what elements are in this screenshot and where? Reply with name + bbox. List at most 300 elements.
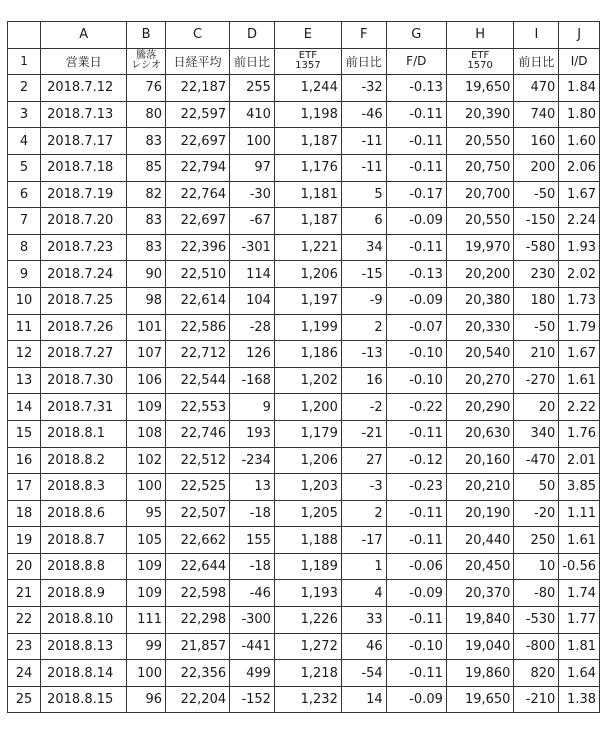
nikkei-change-cell[interactable]: 410 xyxy=(230,101,275,128)
trading-day-cell[interactable]: 2018.7.20 xyxy=(41,208,127,235)
column-header-c[interactable]: C xyxy=(165,22,229,49)
etf-1570-cell[interactable]: 20,550 xyxy=(446,128,514,155)
header-d-change[interactable]: 前日比 xyxy=(230,48,275,75)
header-nikkei-average[interactable]: 日経平均 xyxy=(165,48,229,75)
row-number-cell[interactable]: 12 xyxy=(8,341,41,368)
i-over-d-cell[interactable]: 1.60 xyxy=(559,128,600,155)
table-row xyxy=(8,580,600,607)
nikkei-average-cell[interactable]: 22,597 xyxy=(165,101,229,128)
etf-1570-change-cell[interactable]: -270 xyxy=(514,367,559,394)
i-over-d-cell[interactable]: 2.22 xyxy=(559,394,600,421)
row-number-cell[interactable]: 7 xyxy=(8,208,41,235)
etf-1357-cell[interactable]: 1,176 xyxy=(274,154,341,181)
etf-1357-change-cell[interactable]: -11 xyxy=(341,154,386,181)
i-over-d-cell[interactable]: 1.67 xyxy=(559,341,600,368)
row-number-cell[interactable]: 22 xyxy=(8,607,41,634)
advance-decline-ratio-cell[interactable]: 98 xyxy=(127,287,166,314)
nikkei-average-cell[interactable]: 22,697 xyxy=(165,128,229,155)
etf-1570-cell[interactable]: 20,200 xyxy=(446,261,514,288)
etf-1570-cell[interactable]: 20,390 xyxy=(446,101,514,128)
etf-1570-cell[interactable]: 20,290 xyxy=(446,394,514,421)
etf-1357-cell[interactable]: 1,203 xyxy=(274,474,341,501)
etf-1570-cell[interactable]: 20,210 xyxy=(446,474,514,501)
nikkei-change-cell[interactable]: -28 xyxy=(230,314,275,341)
trading-day-cell[interactable]: 2018.7.19 xyxy=(41,181,127,208)
nikkei-change-cell[interactable]: 13 xyxy=(230,474,275,501)
row-number-cell[interactable]: 2 xyxy=(8,75,41,102)
i-over-d-cell[interactable]: 1.79 xyxy=(559,314,600,341)
row-number-cell[interactable]: 23 xyxy=(8,633,41,660)
nikkei-average-cell[interactable]: 22,764 xyxy=(165,181,229,208)
header-i-change[interactable]: 前日比 xyxy=(514,48,559,75)
nikkei-average-cell[interactable]: 22,396 xyxy=(165,234,229,261)
etf-1570-cell[interactable]: 20,330 xyxy=(446,314,514,341)
advance-decline-ratio-cell[interactable]: 109 xyxy=(127,580,166,607)
etf-1357-change-cell[interactable]: -3 xyxy=(341,474,386,501)
etf-1570-change-cell[interactable]: -150 xyxy=(514,208,559,235)
f-over-d-cell[interactable]: -0.11 xyxy=(386,660,446,687)
i-over-d-cell[interactable]: -0.56 xyxy=(559,553,600,580)
etf-1357-change-cell[interactable]: 14 xyxy=(341,686,386,713)
etf-1570-change-cell[interactable]: -50 xyxy=(514,181,559,208)
trading-day-cell[interactable]: 2018.7.25 xyxy=(41,287,127,314)
nikkei-average-cell[interactable]: 22,298 xyxy=(165,607,229,634)
column-header-g[interactable]: G xyxy=(386,22,446,49)
table-row xyxy=(8,75,600,102)
table-row xyxy=(8,208,600,235)
nikkei-average-cell[interactable]: 22,662 xyxy=(165,527,229,554)
etf-1570-cell[interactable]: 20,550 xyxy=(446,208,514,235)
i-over-d-cell[interactable]: 2.02 xyxy=(559,261,600,288)
f-over-d-cell[interactable]: -0.23 xyxy=(386,474,446,501)
header-advance-decline-ratio[interactable] xyxy=(127,48,166,75)
etf-1357-cell[interactable]: 1,193 xyxy=(274,580,341,607)
etf-1570-cell[interactable]: 19,970 xyxy=(446,234,514,261)
f-over-d-cell[interactable]: -0.11 xyxy=(386,527,446,554)
etf-1357-change-cell[interactable]: -32 xyxy=(341,75,386,102)
etf-1357-change-cell[interactable]: -46 xyxy=(341,101,386,128)
row-number[interactable]: 1 xyxy=(8,48,41,75)
i-over-d-cell[interactable]: 1.67 xyxy=(559,181,600,208)
i-over-d-cell[interactable]: 2.24 xyxy=(559,208,600,235)
trading-day-cell[interactable]: 2018.8.1 xyxy=(41,420,127,447)
etf-1570-change-cell[interactable]: -470 xyxy=(514,447,559,474)
nikkei-average-cell[interactable]: 22,512 xyxy=(165,447,229,474)
nikkei-change-cell[interactable]: 193 xyxy=(230,420,275,447)
f-over-d-cell[interactable]: -0.10 xyxy=(386,633,446,660)
etf-1570-cell[interactable]: 19,040 xyxy=(446,633,514,660)
etf-1357-change-cell[interactable]: 34 xyxy=(341,234,386,261)
header-trading-day[interactable]: 営業日 xyxy=(41,48,127,75)
nikkei-average-cell[interactable]: 22,510 xyxy=(165,261,229,288)
table-row xyxy=(8,527,600,554)
trading-day-cell[interactable]: 2018.8.3 xyxy=(41,474,127,501)
spreadsheet xyxy=(7,21,600,713)
etf-1357-change-cell[interactable]: -54 xyxy=(341,660,386,687)
trading-day-cell[interactable]: 2018.8.10 xyxy=(41,607,127,634)
nikkei-average-cell[interactable]: 22,187 xyxy=(165,75,229,102)
etf-1570-cell[interactable]: 20,370 xyxy=(446,580,514,607)
etf-1570-cell[interactable]: 20,750 xyxy=(446,154,514,181)
corner-cell[interactable] xyxy=(8,22,41,49)
nikkei-change-cell[interactable]: -67 xyxy=(230,208,275,235)
etf-1357-change-cell[interactable]: 5 xyxy=(341,181,386,208)
etf-1357-cell[interactable]: 1,221 xyxy=(274,234,341,261)
advance-decline-ratio-cell[interactable]: 101 xyxy=(127,314,166,341)
etf-1570-change-cell[interactable]: -530 xyxy=(514,607,559,634)
etf-1570-cell[interactable]: 20,270 xyxy=(446,367,514,394)
advance-decline-ratio-cell[interactable]: 90 xyxy=(127,261,166,288)
etf-1357-cell[interactable]: 1,272 xyxy=(274,633,341,660)
row-number-cell[interactable]: 4 xyxy=(8,128,41,155)
etf-1570-change-cell[interactable]: 340 xyxy=(514,420,559,447)
nikkei-average-cell[interactable]: 22,553 xyxy=(165,394,229,421)
nikkei-average-cell[interactable]: 22,794 xyxy=(165,154,229,181)
etf-1570-cell[interactable]: 19,650 xyxy=(446,686,514,713)
etf-1570-cell[interactable]: 20,630 xyxy=(446,420,514,447)
f-over-d-cell[interactable]: -0.11 xyxy=(386,128,446,155)
nikkei-change-cell[interactable]: -152 xyxy=(230,686,275,713)
row-number-cell[interactable]: 15 xyxy=(8,420,41,447)
nikkei-change-cell[interactable]: -234 xyxy=(230,447,275,474)
nikkei-average-cell[interactable]: 22,746 xyxy=(165,420,229,447)
advance-decline-ratio-cell[interactable]: 95 xyxy=(127,500,166,527)
i-over-d-cell[interactable]: 1.11 xyxy=(559,500,600,527)
trading-day-cell[interactable]: 2018.7.18 xyxy=(41,154,127,181)
etf-1357-cell[interactable]: 1,199 xyxy=(274,314,341,341)
etf-1570-change-cell[interactable]: 230 xyxy=(514,261,559,288)
advance-decline-ratio-cell[interactable]: 83 xyxy=(127,234,166,261)
etf-1357-cell[interactable]: 1,186 xyxy=(274,341,341,368)
trading-day-cell[interactable]: 2018.8.15 xyxy=(41,686,127,713)
etf-1570-change-cell[interactable]: 10 xyxy=(514,553,559,580)
advance-decline-ratio-cell[interactable]: 109 xyxy=(127,553,166,580)
column-header-f[interactable]: F xyxy=(341,22,386,49)
trading-day-cell[interactable]: 2018.8.2 xyxy=(41,447,127,474)
nikkei-average-cell[interactable]: 22,697 xyxy=(165,208,229,235)
trading-day-cell[interactable]: 2018.8.8 xyxy=(41,553,127,580)
header-row xyxy=(8,48,600,75)
row-number-cell[interactable]: 19 xyxy=(8,527,41,554)
etf-1357-cell[interactable]: 1,226 xyxy=(274,607,341,634)
etf-1357-cell[interactable]: 1,202 xyxy=(274,367,341,394)
advance-decline-ratio-cell[interactable]: 107 xyxy=(127,341,166,368)
etf-1570-cell[interactable]: 20,700 xyxy=(446,181,514,208)
nikkei-change-cell[interactable]: 104 xyxy=(230,287,275,314)
etf-1570-cell[interactable]: 20,540 xyxy=(446,341,514,368)
nikkei-average-cell[interactable]: 22,507 xyxy=(165,500,229,527)
nikkei-change-cell[interactable]: -30 xyxy=(230,181,275,208)
etf-1570-cell[interactable]: 19,840 xyxy=(446,607,514,634)
etf-1357-cell[interactable]: 1,189 xyxy=(274,553,341,580)
row-number-cell[interactable]: 16 xyxy=(8,447,41,474)
column-header-i[interactable]: I xyxy=(514,22,559,49)
f-over-d-cell[interactable]: -0.09 xyxy=(386,686,446,713)
trading-day-cell[interactable]: 2018.7.24 xyxy=(41,261,127,288)
f-over-d-cell[interactable]: -0.11 xyxy=(386,234,446,261)
etf-1357-cell[interactable]: 1,218 xyxy=(274,660,341,687)
nikkei-average-cell[interactable]: 22,614 xyxy=(165,287,229,314)
nikkei-change-cell[interactable]: 126 xyxy=(230,341,275,368)
f-over-d-cell[interactable]: -0.09 xyxy=(386,208,446,235)
etf-1357-cell[interactable]: 1,206 xyxy=(274,447,341,474)
etf-1357-cell[interactable]: 1,206 xyxy=(274,261,341,288)
nikkei-change-cell[interactable]: -18 xyxy=(230,553,275,580)
table-row xyxy=(8,420,600,447)
advance-decline-ratio-cell[interactable]: 102 xyxy=(127,447,166,474)
advance-decline-ratio-cell[interactable]: 100 xyxy=(127,660,166,687)
f-over-d-cell[interactable]: -0.13 xyxy=(386,75,446,102)
etf-1357-change-cell[interactable]: 16 xyxy=(341,367,386,394)
row-number-cell[interactable]: 25 xyxy=(8,686,41,713)
nikkei-average-cell[interactable]: 22,204 xyxy=(165,686,229,713)
header-etf-1570[interactable] xyxy=(446,48,514,75)
header-f-change[interactable]: 前日比 xyxy=(341,48,386,75)
nikkei-change-cell[interactable]: 255 xyxy=(230,75,275,102)
f-over-d-cell[interactable]: -0.10 xyxy=(386,341,446,368)
etf-1357-cell[interactable]: 1,197 xyxy=(274,287,341,314)
column-header-b[interactable]: B xyxy=(127,22,166,49)
i-over-d-cell[interactable]: 1.77 xyxy=(559,607,600,634)
etf-1357-cell[interactable]: 1,188 xyxy=(274,527,341,554)
advance-decline-ratio-cell[interactable]: 82 xyxy=(127,181,166,208)
f-over-d-cell[interactable]: -0.17 xyxy=(386,181,446,208)
trading-day-cell[interactable]: 2018.7.30 xyxy=(41,367,127,394)
row-number-cell[interactable]: 18 xyxy=(8,500,41,527)
i-over-d-cell[interactable]: 1.38 xyxy=(559,686,600,713)
nikkei-change-cell[interactable]: 9 xyxy=(230,394,275,421)
trading-day-cell[interactable]: 2018.8.7 xyxy=(41,527,127,554)
etf-1357-cell[interactable]: 1,244 xyxy=(274,75,341,102)
trading-day-cell[interactable]: 2018.7.13 xyxy=(41,101,127,128)
etf-1570-change-cell[interactable]: 740 xyxy=(514,101,559,128)
nikkei-average-cell[interactable]: 22,586 xyxy=(165,314,229,341)
advance-decline-ratio-cell[interactable]: 96 xyxy=(127,686,166,713)
etf-1570-cell[interactable]: 19,650 xyxy=(446,75,514,102)
etf-1357-cell[interactable]: 1,187 xyxy=(274,208,341,235)
etf-1357-cell[interactable]: 1,181 xyxy=(274,181,341,208)
trading-day-cell[interactable]: 2018.8.6 xyxy=(41,500,127,527)
etf-1357-change-cell[interactable]: -17 xyxy=(341,527,386,554)
nikkei-average-cell[interactable]: 22,544 xyxy=(165,367,229,394)
header-h-line2: 1570 xyxy=(467,60,493,72)
trading-day-cell[interactable]: 2018.8.9 xyxy=(41,580,127,607)
i-over-d-cell[interactable]: 2.01 xyxy=(559,447,600,474)
table-row xyxy=(8,367,600,394)
nikkei-average-cell[interactable]: 22,356 xyxy=(165,660,229,687)
i-over-d-cell[interactable]: 1.61 xyxy=(559,367,600,394)
etf-1570-change-cell[interactable]: -580 xyxy=(514,234,559,261)
advance-decline-ratio-cell[interactable]: 108 xyxy=(127,420,166,447)
row-number-cell[interactable]: 9 xyxy=(8,261,41,288)
etf-1357-change-cell[interactable]: -15 xyxy=(341,261,386,288)
row-number-cell[interactable]: 11 xyxy=(8,314,41,341)
advance-decline-ratio-cell[interactable]: 109 xyxy=(127,394,166,421)
column-header-h[interactable]: H xyxy=(446,22,514,49)
nikkei-average-cell[interactable]: 22,712 xyxy=(165,341,229,368)
etf-1357-change-cell[interactable]: -2 xyxy=(341,394,386,421)
trading-day-cell[interactable]: 2018.7.31 xyxy=(41,394,127,421)
etf-1570-cell[interactable]: 20,450 xyxy=(446,553,514,580)
etf-1357-change-cell[interactable]: 46 xyxy=(341,633,386,660)
trading-day-cell[interactable]: 2018.8.13 xyxy=(41,633,127,660)
column-header-e[interactable]: E xyxy=(274,22,341,49)
etf-1570-cell[interactable]: 19,860 xyxy=(446,660,514,687)
etf-1570-change-cell[interactable]: -800 xyxy=(514,633,559,660)
f-over-d-cell[interactable]: -0.12 xyxy=(386,447,446,474)
i-over-d-cell[interactable]: 1.73 xyxy=(559,287,600,314)
row-number-cell[interactable]: 5 xyxy=(8,154,41,181)
f-over-d-cell[interactable]: -0.09 xyxy=(386,287,446,314)
etf-1357-cell[interactable]: 1,187 xyxy=(274,128,341,155)
etf-1570-change-cell[interactable]: -50 xyxy=(514,314,559,341)
etf-1570-change-cell[interactable]: 200 xyxy=(514,154,559,181)
nikkei-average-cell[interactable]: 22,644 xyxy=(165,553,229,580)
etf-1570-change-cell[interactable]: 470 xyxy=(514,75,559,102)
row-number-cell[interactable]: 10 xyxy=(8,287,41,314)
etf-1570-change-cell[interactable]: -20 xyxy=(514,500,559,527)
etf-1357-change-cell[interactable]: 6 xyxy=(341,208,386,235)
advance-decline-ratio-cell[interactable]: 99 xyxy=(127,633,166,660)
row-number-cell[interactable]: 3 xyxy=(8,101,41,128)
etf-1570-change-cell[interactable]: 180 xyxy=(514,287,559,314)
etf-1357-cell[interactable]: 1,179 xyxy=(274,420,341,447)
etf-1357-change-cell[interactable]: -9 xyxy=(341,287,386,314)
i-over-d-cell[interactable]: 1.81 xyxy=(559,633,600,660)
nikkei-change-cell[interactable]: 97 xyxy=(230,154,275,181)
i-over-d-cell[interactable]: 2.06 xyxy=(559,154,600,181)
i-over-d-cell[interactable]: 1.61 xyxy=(559,527,600,554)
nikkei-average-cell[interactable]: 21,857 xyxy=(165,633,229,660)
f-over-d-cell[interactable]: -0.11 xyxy=(386,154,446,181)
f-over-d-cell[interactable]: -0.13 xyxy=(386,261,446,288)
etf-1570-cell[interactable]: 20,440 xyxy=(446,527,514,554)
etf-1357-change-cell[interactable]: -11 xyxy=(341,128,386,155)
etf-1357-change-cell[interactable]: 2 xyxy=(341,314,386,341)
trading-day-cell[interactable]: 2018.7.26 xyxy=(41,314,127,341)
etf-1357-change-cell[interactable]: 2 xyxy=(341,500,386,527)
f-over-d-cell[interactable]: -0.22 xyxy=(386,394,446,421)
trading-day-cell[interactable]: 2018.7.12 xyxy=(41,75,127,102)
nikkei-change-cell[interactable]: -46 xyxy=(230,580,275,607)
table-row xyxy=(8,101,600,128)
etf-1357-cell[interactable]: 1,232 xyxy=(274,686,341,713)
f-over-d-cell[interactable]: -0.11 xyxy=(386,101,446,128)
f-over-d-cell[interactable]: -0.10 xyxy=(386,367,446,394)
table-row xyxy=(8,660,600,687)
advance-decline-ratio-cell[interactable]: 76 xyxy=(127,75,166,102)
etf-1570-change-cell[interactable]: 50 xyxy=(514,474,559,501)
i-over-d-cell[interactable]: 3.85 xyxy=(559,474,600,501)
nikkei-change-cell[interactable]: -441 xyxy=(230,633,275,660)
nikkei-change-cell[interactable]: -168 xyxy=(230,367,275,394)
etf-1357-change-cell[interactable]: 33 xyxy=(341,607,386,634)
advance-decline-ratio-cell[interactable]: 83 xyxy=(127,208,166,235)
table-row xyxy=(8,474,600,501)
nikkei-change-cell[interactable]: 155 xyxy=(230,527,275,554)
nikkei-change-cell[interactable]: 114 xyxy=(230,261,275,288)
etf-1570-change-cell[interactable]: 160 xyxy=(514,128,559,155)
nikkei-average-cell[interactable]: 22,525 xyxy=(165,474,229,501)
etf-1570-change-cell[interactable]: 20 xyxy=(514,394,559,421)
header-etf-1357[interactable] xyxy=(274,48,341,75)
row-number-cell[interactable]: 8 xyxy=(8,234,41,261)
header-i-over-d[interactable]: I/D xyxy=(559,48,600,75)
etf-1357-cell[interactable]: 1,200 xyxy=(274,394,341,421)
column-header-a[interactable]: A xyxy=(41,22,127,49)
advance-decline-ratio-cell[interactable]: 100 xyxy=(127,474,166,501)
table-row xyxy=(8,287,600,314)
i-over-d-cell[interactable]: 1.84 xyxy=(559,75,600,102)
etf-1570-change-cell[interactable]: 210 xyxy=(514,341,559,368)
advance-decline-ratio-cell[interactable]: 111 xyxy=(127,607,166,634)
row-number-cell[interactable]: 24 xyxy=(8,660,41,687)
etf-1570-cell[interactable]: 20,160 xyxy=(446,447,514,474)
trading-day-cell[interactable]: 2018.7.17 xyxy=(41,128,127,155)
row-number-cell[interactable]: 21 xyxy=(8,580,41,607)
header-f-over-d[interactable]: F/D xyxy=(386,48,446,75)
row-number-cell[interactable]: 17 xyxy=(8,474,41,501)
f-over-d-cell[interactable]: -0.06 xyxy=(386,553,446,580)
f-over-d-cell[interactable]: -0.11 xyxy=(386,500,446,527)
trading-day-cell[interactable]: 2018.7.23 xyxy=(41,234,127,261)
f-over-d-cell[interactable]: -0.11 xyxy=(386,420,446,447)
trading-day-cell[interactable]: 2018.7.27 xyxy=(41,341,127,368)
i-over-d-cell[interactable]: 1.64 xyxy=(559,660,600,687)
etf-1570-cell[interactable]: 20,190 xyxy=(446,500,514,527)
etf-1357-change-cell[interactable]: -13 xyxy=(341,341,386,368)
f-over-d-cell[interactable]: -0.07 xyxy=(386,314,446,341)
row-number-cell[interactable]: 14 xyxy=(8,394,41,421)
nikkei-change-cell[interactable]: -18 xyxy=(230,500,275,527)
advance-decline-ratio-cell[interactable]: 106 xyxy=(127,367,166,394)
i-over-d-cell[interactable]: 1.93 xyxy=(559,234,600,261)
nikkei-average-cell[interactable]: 22,598 xyxy=(165,580,229,607)
f-over-d-cell[interactable]: -0.11 xyxy=(386,607,446,634)
etf-1357-change-cell[interactable]: 1 xyxy=(341,553,386,580)
row-number-cell[interactable]: 13 xyxy=(8,367,41,394)
i-over-d-cell[interactable]: 1.80 xyxy=(559,101,600,128)
etf-1357-change-cell[interactable]: -21 xyxy=(341,420,386,447)
advance-decline-ratio-cell[interactable]: 105 xyxy=(127,527,166,554)
row-number-cell[interactable]: 20 xyxy=(8,553,41,580)
etf-1357-cell[interactable]: 1,198 xyxy=(274,101,341,128)
nikkei-change-cell[interactable]: -300 xyxy=(230,607,275,634)
advance-decline-ratio-cell[interactable]: 83 xyxy=(127,128,166,155)
column-header-j[interactable]: J xyxy=(559,22,600,49)
etf-1570-change-cell[interactable]: -210 xyxy=(514,686,559,713)
nikkei-change-cell[interactable]: 100 xyxy=(230,128,275,155)
column-header-d[interactable]: D xyxy=(230,22,275,49)
advance-decline-ratio-cell[interactable]: 80 xyxy=(127,101,166,128)
etf-1570-cell[interactable]: 20,380 xyxy=(446,287,514,314)
i-over-d-cell[interactable]: 1.76 xyxy=(559,420,600,447)
nikkei-change-cell[interactable]: -301 xyxy=(230,234,275,261)
table-row xyxy=(8,553,600,580)
trading-day-cell[interactable]: 2018.8.14 xyxy=(41,660,127,687)
advance-decline-ratio-cell[interactable]: 85 xyxy=(127,154,166,181)
f-over-d-cell[interactable]: -0.09 xyxy=(386,580,446,607)
nikkei-change-cell[interactable]: 499 xyxy=(230,660,275,687)
etf-1357-change-cell[interactable]: 4 xyxy=(341,580,386,607)
etf-1570-change-cell[interactable]: 820 xyxy=(514,660,559,687)
etf-1357-cell[interactable]: 1,205 xyxy=(274,500,341,527)
etf-1570-change-cell[interactable]: -80 xyxy=(514,580,559,607)
i-over-d-cell[interactable]: 1.74 xyxy=(559,580,600,607)
etf-1570-change-cell[interactable]: 250 xyxy=(514,527,559,554)
etf-1357-change-cell[interactable]: 27 xyxy=(341,447,386,474)
row-number-cell[interactable]: 6 xyxy=(8,181,41,208)
